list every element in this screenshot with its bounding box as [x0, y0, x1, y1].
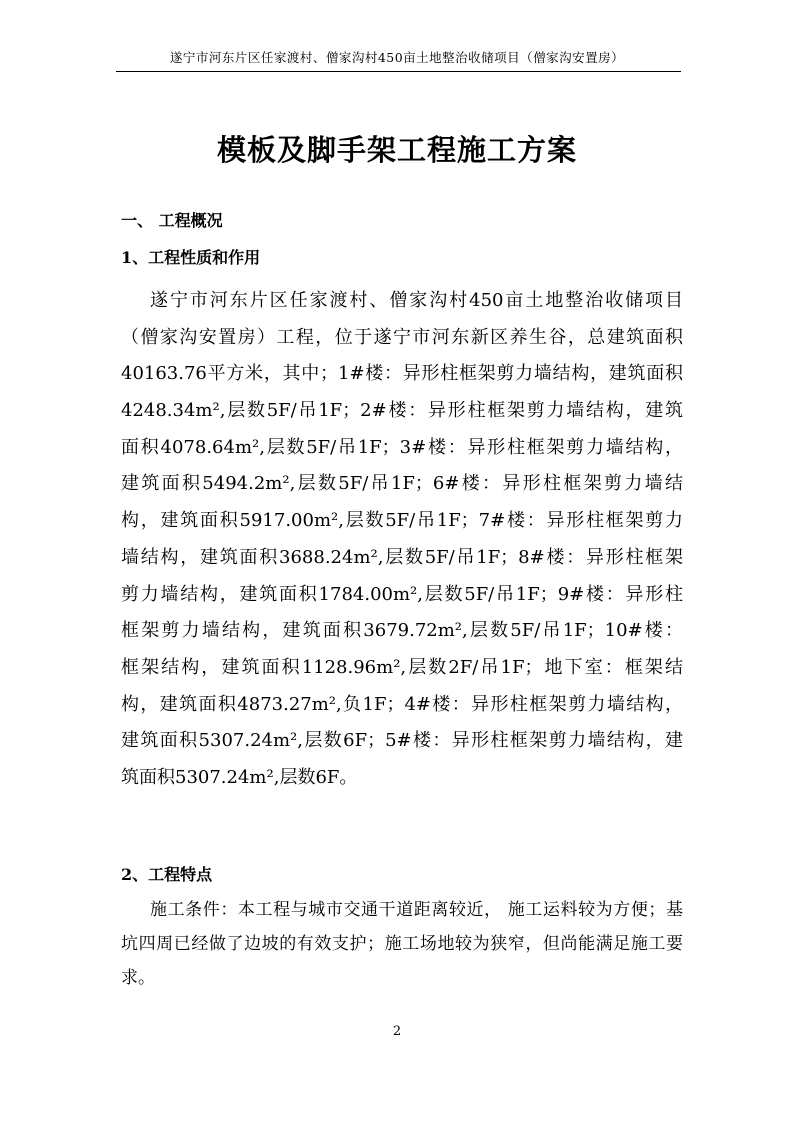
subsection-heading-nature-and-role: 1、工程性质和作用	[121, 248, 261, 267]
document-title: 模板及脚手架工程施工方案	[216, 133, 577, 167]
text-line: 建筑面积5494.2m²,层数5F/吊1F；6#楼：异形柱框架剪力墙结	[121, 473, 683, 495]
text-line: 4248.34m²,层数5F/吊1F；2#楼：异形柱框架剪力墙结构，建筑	[121, 400, 683, 422]
text-line: 框架结构，建筑面积1128.96m²,层数2F/吊1F；地下室：框架结	[121, 656, 683, 678]
page-number: 2	[392, 1024, 402, 1039]
running-header: 遂宁市河东片区任家渡村、僧家沟村450亩土地整治收储项目（僧家沟安置房）	[169, 50, 625, 65]
subsection-heading-project-features: 2、工程特点	[121, 865, 213, 884]
text-line: 墙结构，建筑面积3688.24m²,层数5F/吊1F；8#楼：异形柱框架	[121, 546, 683, 568]
text-line: 遂宁市河东片区任家渡村、僧家沟村450亩土地整治收储项目	[150, 290, 683, 311]
text-line: 40163.76平方米，其中；1#楼：异形柱框架剪力墙结构，建筑面积	[121, 363, 683, 385]
text-line: 构，建筑面积4873.27m²,负1F；4#楼：异形柱框架剪力墙结构，	[121, 693, 683, 715]
text-line: 构，建筑面积5917.00m²,层数5F/吊1F；7#楼：异形柱框架剪力	[121, 510, 683, 532]
text-line: 求。	[121, 968, 155, 988]
text-line: 坑四周已经做了边坡的有效支护；施工场地较为狭窄，但尚能满足施工要	[121, 934, 683, 954]
text-line: 剪力墙结构，建筑面积1784.00m²,层数5F/吊1F；9#楼：异形柱	[121, 583, 683, 605]
text-line: 建筑面积5307.24m²,层数6F；5#楼：异形柱框架剪力墙结构，建	[121, 730, 683, 752]
paragraph-project-description	[121, 283, 683, 797]
paragraph-construction-conditions	[121, 893, 683, 995]
text-line: 框架剪力墙结构，建筑面积3679.72m²,层数5F/吊1F；10#楼：	[121, 620, 683, 642]
section-heading-project-overview: 一、 工程概况	[121, 211, 223, 230]
header-divider	[116, 71, 681, 72]
text-line: 筑面积5307.24m²,层数6F。	[121, 766, 358, 788]
text-line: （僧家沟安置房）工程，位于遂宁市河东新区养生谷，总建筑面积	[121, 326, 683, 348]
text-line: 面积4078.64m²,层数5F/吊1F；3#楼：异形柱框架剪力墙结构，	[121, 436, 683, 458]
text-line: 施工条件：本工程与城市交通干道距离较近， 施工运料较为方便；基	[150, 900, 683, 920]
